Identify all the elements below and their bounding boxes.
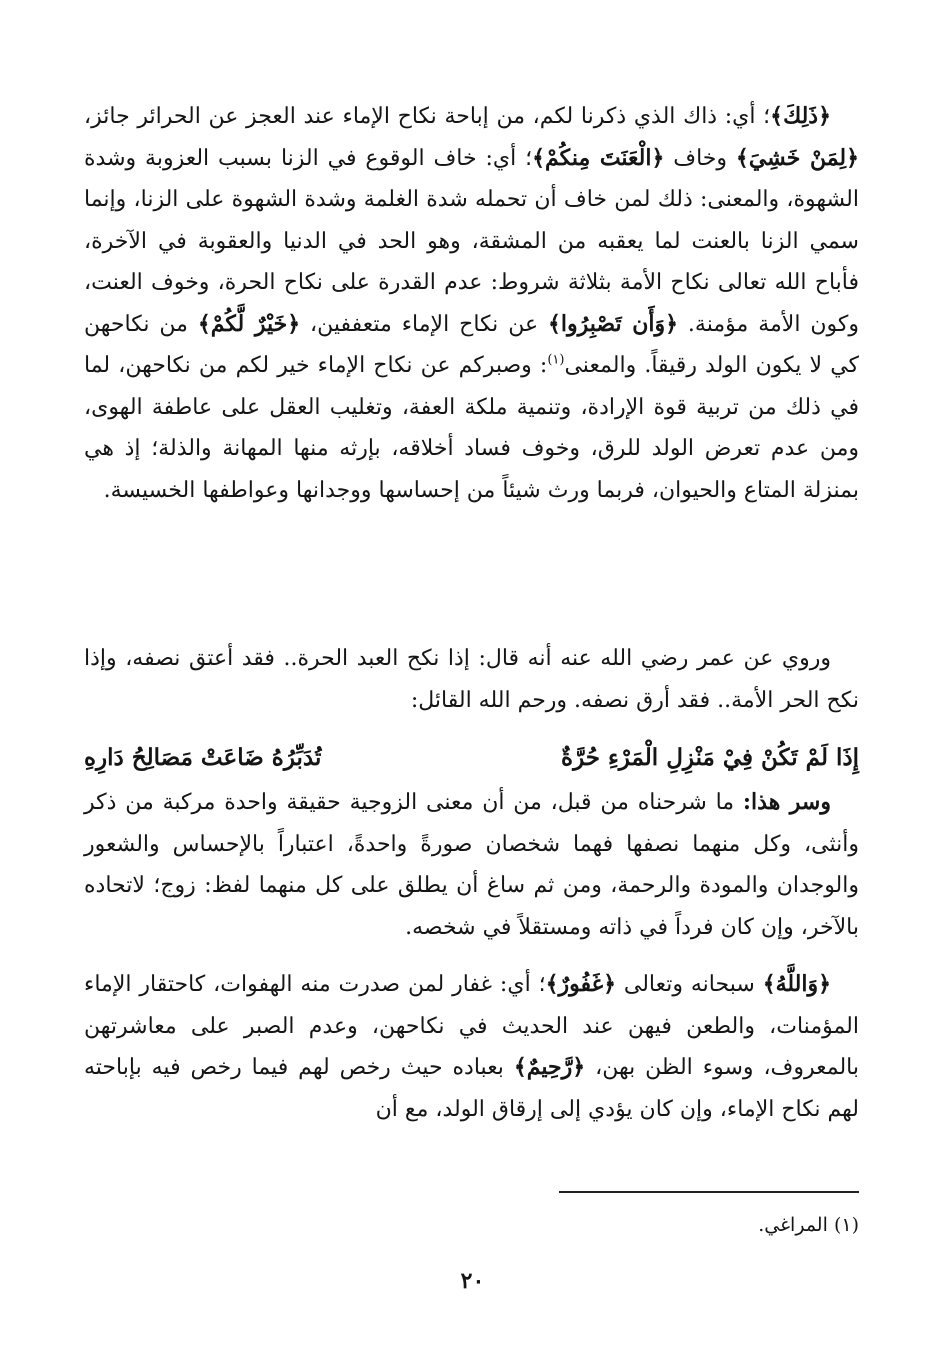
- page-number: ٢٠: [460, 1268, 485, 1294]
- quran-quote: ﴿وَأَن تَصْبِرُوا﴾: [548, 310, 679, 337]
- paragraph-text: : وصبركم عن نكاح الإماء خير لكم من نكاحهن، لما في ذلك من تربية قوة الإرادة، وتنمية ملكة العفة، وتغليب العقل على عاطفة الهوى، ومن عدم تعرض الولد للرق، وخوف فساد أخلاقه، بإرثه منها المهانة والذلة؛ إذ هي بمنزلة المتاع والحيوان، فربما ورث شيئاً من إحساسها ووجدانها وعواطفها الخسيسة.: [84, 353, 859, 503]
- verse-second-hemistich: تُدَبِّرُهُ ضَاعَتْ مَصَالِحُ دَارِهِ: [84, 744, 322, 771]
- paragraph-text: من نكاحهن كي لا يكون الولد رقيقاً. والمعنى: [84, 311, 859, 378]
- paragraph-3: [84, 782, 859, 948]
- paragraph-text: ؛ أي: خاف الوقوع في الزنا بسبب العزوبة وشدة الشهوة، والمعنى: ذلك لمن خاف أن تحمله شدة الغلمة وشدة الشهوة على الزنا، وإنما سمي الزنا بالعنت لما يعقبه من المشقة، وهو الحد في الدنيا والعقوبة في الآخرة، فأباح الله تعالى نكاح الأمة بثلاثة شروط: عدم القدرة على نكاح الحرة، وخوف العنت، وكون الأمة مؤمنة.: [84, 145, 859, 337]
- paragraph-1: [84, 96, 859, 511]
- paragraph-lead: وسر هذا:: [742, 789, 831, 815]
- paragraph-text: بعباده حيث رخص لهم فيما رخص فيه بإباحته لهم نكاح الإماء، وإن كان يؤدي إلى إرقاق الولد، مع أن: [84, 1055, 859, 1122]
- quran-quote: ﴿لِمَنْ خَشِيَ﴾: [735, 144, 860, 171]
- paragraph-text: عن نكاح الإماء متعففين،: [300, 311, 549, 337]
- quran-quote: ﴿وَاللَّهُ﴾: [762, 971, 831, 997]
- poetry-verse: [84, 736, 859, 780]
- verse-first-hemistich: إِذَا لَمْ تَكُنْ فِيْ مَنْزِلِ الْمَرْءِ حُرَّةٌ: [561, 744, 859, 771]
- footnote-marker: (١): [833, 1214, 859, 1236]
- quran-quote: ﴿الْعَنَتَ مِنكُمْ﴾: [532, 144, 665, 171]
- paragraph-text: ما شرحناه من قبل، من أن معنى الزوجية حقيقة واحدة مركبة من ذكر وأنثى، وكل منهما نصفها فهما شخصان صورةً واحدةً، اعتباراً بالإحساس والشعور والوجدان والمودة والرحمة، ومن ثم ساغ أن يطلق على كل منهما لفظ: زوج؛ لاتحاده بالآخر، وإن كان فرداً في ذاته ومستقلاً في شخصه.: [84, 790, 859, 940]
- quran-quote: ﴿غَفُورٌ﴾: [545, 971, 616, 997]
- paragraph-2: [84, 638, 859, 721]
- quran-quote: ﴿ذَلِكَ﴾: [770, 103, 831, 129]
- paragraph-text: ؛ أي: غفار لمن صدرت منه الهفوات، كاحتقار الإماء المؤمنات، والطعن فيهن عند الحديث في نكاحهن، وعدم الصبر على معاشرتهن بالمعروف، وسوء الظن بهن،: [84, 972, 859, 1080]
- footnote: [84, 1210, 859, 1240]
- quran-quote: ﴿رَّحِيمٌ﴾: [513, 1054, 586, 1080]
- footnote-reference[interactable]: (١): [547, 352, 565, 368]
- paragraph-4: [84, 964, 859, 1130]
- footnote-text: المراغي.: [758, 1214, 828, 1236]
- paragraph-text: وروي عن عمر رضي الله عنه أنه قال: إذا نكح العبد الحرة.. فقد أعتق نصفه، وإذا نكح الحر الأمة.. فقد أرق نصفه. ورحم الله القائل:: [84, 646, 859, 713]
- paragraph-text: سبحانه وتعالى: [615, 972, 763, 997]
- quran-quote: ﴿خَيْرٌ لَّكُمْ﴾: [197, 310, 301, 337]
- paragraph-text: ؛ أي: ذاك الذي ذكرنا لكم، من إباحة نكاح الإماء عند العجز عن الحرائر جائز،: [84, 104, 771, 129]
- footnote-separator: [559, 1191, 859, 1193]
- paragraph-text: وخاف: [664, 145, 736, 171]
